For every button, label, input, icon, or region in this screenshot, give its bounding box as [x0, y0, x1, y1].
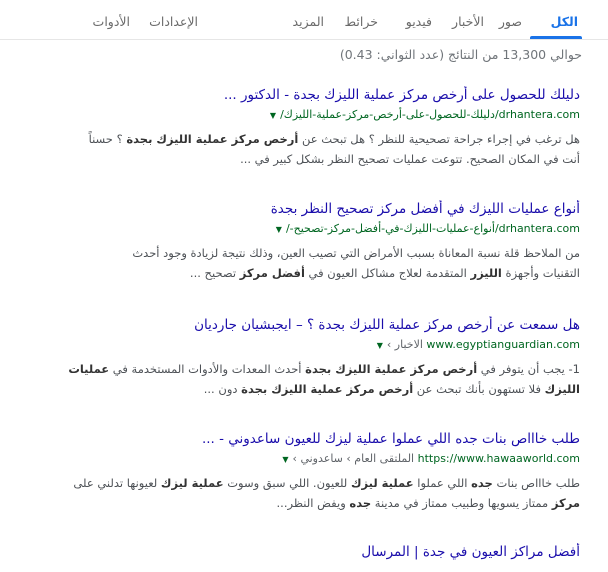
search-result — [20, 200, 580, 283]
dropdown-caret-icon[interactable]: ▼ — [275, 225, 282, 234]
tab-maps[interactable]: خرائط — [344, 14, 378, 29]
result-url-text: drhantera.com/أنواع-عمليات-الليزك-في-أفضل-مركز-تصحيح-/ — [285, 222, 580, 235]
snippet-line: 1- يجب أن يتوفر في أرخص مركز عملية الليزك بجدة أحدث المعدات والأدوات المستخدمة في عمليات — [68, 362, 580, 376]
result-breadcrumb: الاخبار › — [386, 338, 423, 351]
result-url[interactable] — [20, 108, 580, 123]
dropdown-caret-icon[interactable]: ▼ — [376, 341, 383, 350]
snippet-line: مركز ممتاز يسويها وطبيب ممتاز في مدينة جده ويفض النظر... — [276, 496, 580, 510]
snippet-line: من الملاحظ قلة نسبة المعاناة بسبب الأمراض التي تصيب العين، وذلك نتيجة لزيادة وجود أحدث — [132, 246, 580, 260]
snippet-line: طلب خاااص بنات جده اللي عملوا عملية ليزك للعيون. اللي سبق وسوت عملية ليزك لعيونها تدلني على — [73, 476, 580, 490]
search-tabs-bar — [0, 0, 608, 40]
result-snippet — [20, 129, 580, 169]
tab-more[interactable]: المزيد — [292, 14, 324, 29]
result-title-link[interactable]: طلب خاااص بنات جده اللي عملوا عملية ليزك للعيون ساعدوني - ... — [201, 431, 580, 447]
result-snippet — [20, 243, 580, 283]
result-snippet — [20, 359, 580, 399]
tab-settings[interactable]: الإعدادات — [149, 14, 198, 29]
result-url[interactable] — [20, 222, 580, 237]
result-url-text: https://www.hawaaworld.com — [417, 452, 580, 465]
result-url[interactable] — [20, 338, 580, 353]
result-stats: حوالي 13,300 من النتائج (عدد الثواني: 0.43) — [339, 47, 582, 62]
result-url-text: drhantera.com/دليلك-للحصول-على-أرخص-مركز-عملية-الليزك/ — [280, 108, 580, 121]
search-result — [20, 86, 580, 169]
tab-news[interactable]: الأخبار — [452, 14, 484, 29]
tab-all[interactable]: الكل — [550, 14, 578, 29]
tab-tools[interactable]: الأدوات — [92, 14, 130, 29]
dropdown-caret-icon[interactable]: ▼ — [282, 455, 289, 464]
dropdown-caret-icon[interactable]: ▼ — [269, 111, 277, 120]
snippet-line: الليزك فلا تستهون بأنك تبحث عن أرخص مركز عملية الليزك بجدة دون ... — [203, 382, 580, 396]
result-title-link[interactable]: هل سمعت عن أرخص مركز عملية الليزك بجدة ؟ – ايجبشيان جارديان — [194, 317, 580, 333]
active-tab-indicator — [530, 36, 582, 39]
tab-images[interactable]: صور — [498, 14, 522, 29]
search-result — [20, 543, 580, 561]
result-snippet — [20, 473, 580, 513]
result-title-link[interactable]: أفضل مراكز العيون في جدة | المرسال — [361, 544, 580, 560]
snippet-line: التقنيات وأجهزة الليزر المتقدمة لعلاج مشاكل العيون في أفضل مركز تصحيح ... — [189, 266, 580, 280]
tab-videos[interactable]: فيديو — [405, 14, 432, 29]
result-breadcrumb: الملتقى العام › ساعدوني › — [292, 452, 415, 465]
result-url[interactable] — [20, 452, 580, 467]
snippet-line: هل ترغب في إجراء جراحة تصحيحية للنظر ؟ هل تبحث عن أرخص مركز عملية الليزك بجدة ؟ حسناً — [88, 132, 580, 146]
result-title-link[interactable]: أنواع عمليات الليزك في أفضل مركز تصحيح النظر بجدة — [270, 201, 580, 217]
result-title-link[interactable]: دليلك للحصول على أرخص مركز عملية الليزك بجدة - الدكتور ... — [223, 87, 580, 103]
search-result — [20, 430, 580, 513]
snippet-line: أنت في المكان الصحيح. تتوعت عمليات تصحيح النظر بشكل كبير في ... — [240, 152, 580, 166]
result-url-text: www.egyptianguardian.com — [426, 338, 580, 351]
search-result — [20, 316, 580, 399]
